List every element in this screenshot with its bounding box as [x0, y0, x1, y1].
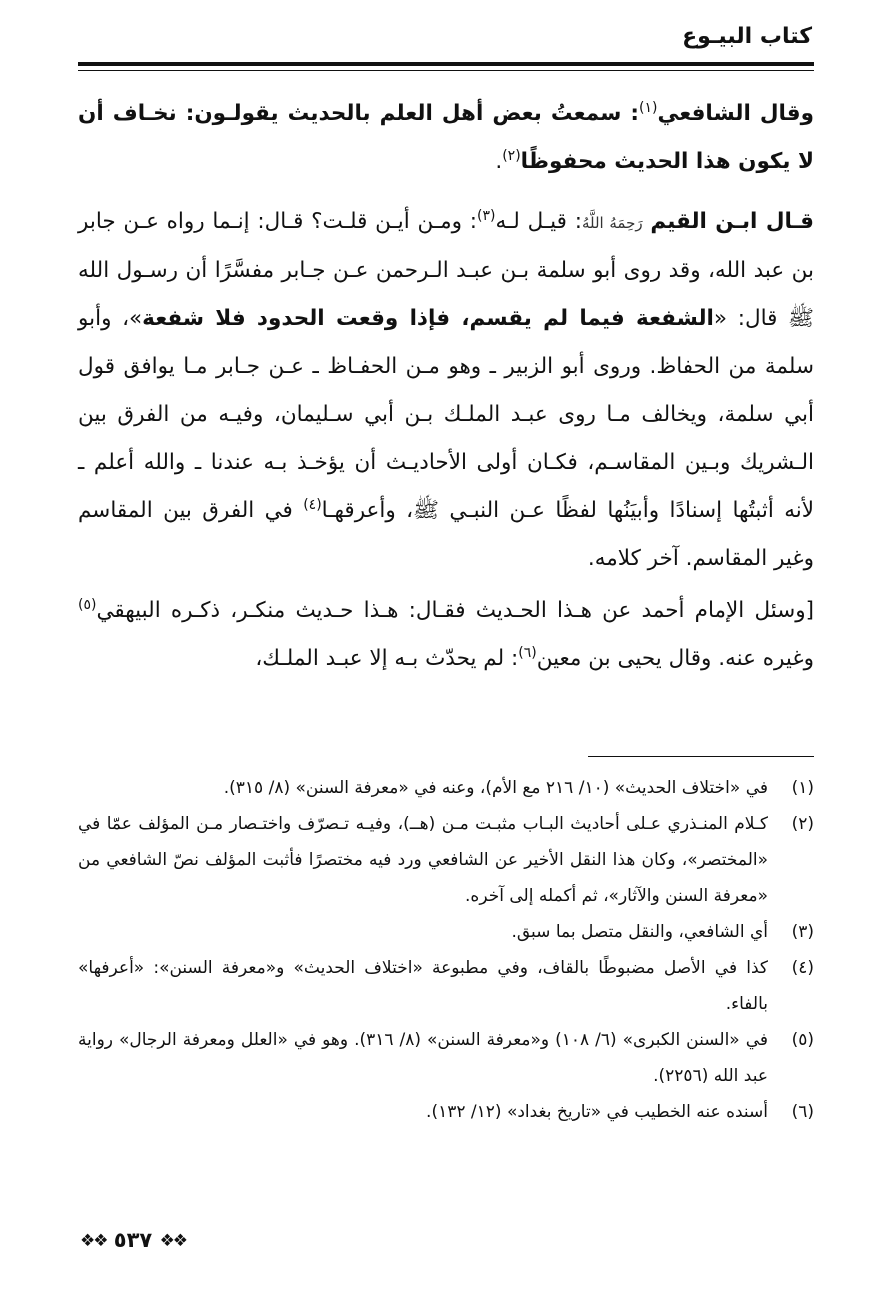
footnote-number: (٥) — [791, 1030, 814, 1050]
footnote-4 — [78, 950, 814, 1022]
text-segment: في الفرق بين المقاسم وغير المقاسم. آخر كلامه. — [78, 498, 814, 571]
running-header-title: كتاب البيـوع — [682, 24, 812, 49]
paragraph-ibn-qayyim — [78, 198, 814, 583]
footnote-ref-3: (٣) — [477, 208, 496, 224]
footnote-text: أسنده عنه الخطيب في «تاريخ بغداد» (١٢/ ١٣٢). — [426, 1102, 768, 1122]
page-number — [80, 1224, 186, 1257]
footnote-1 — [78, 770, 814, 806]
quote-text: : سمعتُ بعض أهل العلم بالحديث يقولـون: نخـاف أن لا يكون هذا الحديث محفوظًا — [78, 101, 814, 174]
text-segment: [وسئل الإمام أحمد عن هـذا الحـديث فقـال: هـذا حـديث منكـر، ذكـره البيهقي — [96, 598, 814, 623]
footnote-ref-2: (٢) — [502, 148, 521, 164]
footnote-3 — [78, 914, 814, 950]
paragraph-shafii — [78, 90, 814, 186]
footnote-text: كـلام المنـذري عـلى أحاديث البـاب مثبـت مـن (هــ)، وفيـه تـصرّف واختـصار مـن المؤلف عمّا في «المختصر»، وكان هذا النقل الأخير عن الشافعي ورد فيه مختصرًا فأثبت المؤلف نصّ الشافعي من «معرفة السنن والآثار»، ثم أكمله إلى آخره. — [78, 814, 768, 906]
text-segment: : ومـن أيـن قلـت؟ قـال: إنـما رواه عـن جابر بن عبد الله، وقد روى أبو سلمة بـن عبـد الـرحمن عـن جـابر مفسَّرًا أن رسـول الله ﷺ قال: « — [78, 209, 814, 331]
footnote-number: (٦) — [791, 1102, 814, 1122]
speaker-shafii: وقال الشافعي — [657, 101, 815, 126]
footnote-ref-5: (٥) — [78, 597, 97, 613]
ornament-icon: ❖❖ — [80, 1231, 107, 1251]
hadith-quote: الشفعة فيما لم يقسم، فإذا وقعت الحدود فلا شفعة — [142, 306, 714, 331]
footnote-5 — [78, 1022, 814, 1094]
footnote-text: أي الشافعي، والنقل متصل بما سبق. — [511, 922, 768, 942]
footnote-text: كذا في الأصل مضبوطًا بالقاف، وفي مطبوعة «اختلاف الحديث» و«معرفة السنن»: «أعرفها» بالفاء. — [78, 958, 768, 1014]
footnote-number: (١) — [791, 778, 814, 798]
header-rule-thin — [78, 70, 814, 71]
ornament-icon: ❖❖ — [159, 1231, 187, 1251]
text-segment: : لم يحدّث بـه إلا عبـد الملـك، — [255, 646, 519, 671]
footnote-ref-4: (٤) — [303, 497, 322, 513]
text-segment: وغيره عنه. وقال يحيى بن معين — [536, 646, 814, 671]
footnote-ref-1: (١) — [638, 100, 658, 116]
footnote-number: (٢) — [791, 814, 814, 834]
page-number-value: ٥٣٧ — [113, 1228, 153, 1252]
paragraph-ahmad — [78, 587, 814, 683]
main-text — [78, 90, 814, 683]
text-segment: »، وأبو سلمة من الحفاظ. وروى أبو الزبير ـ وهو مـن الحفـاظ ـ عـن جـابر مـا يوافق قول أبي سلمة، ويخالف مـا روى عبـد الملـك بـن أبي سـليمان، وفيـه من الفرق بين الـشريك وبـين المقاسـم، فكـان أولى الأحاديـث أن يؤخـذ بـه عندنا ـ والله أعلم ـ لأنه أثبتُها إسنادًا وأبيَنُها لفظًا عـن النبـي ﷺ، وأعرقهـا — [78, 306, 814, 523]
footnote-ref-6: (٦) — [518, 645, 537, 661]
footnote-text: في «السنن الكبرى» (٦/ ١٠٨) و«معرفة السنن» (٨/ ٣١٦). وهو في «العلل ومعرفة الرجال» رواية عبد الله (٢٢٥٦). — [78, 1030, 768, 1086]
footnote-2 — [78, 806, 814, 914]
footnotes — [78, 770, 814, 1130]
footnote-separator — [588, 756, 814, 757]
speaker-ibn-qayyim: قـال ابـن القيم — [650, 209, 814, 234]
header-rule-thick — [78, 62, 814, 66]
honorific-glyph: رَحِمَهُ اللَّهُ — [581, 214, 643, 232]
text-segment: : قيـل لـه — [495, 209, 582, 234]
sentence-end: . — [495, 149, 503, 174]
footnote-text: في «اختلاف الحديث» (١٠/ ٢١٦ مع الأم)، وعنه في «معرفة السنن» (٨/ ٣١٥). — [223, 778, 768, 798]
footnote-number: (٤) — [791, 958, 814, 978]
footnote-number: (٣) — [791, 922, 814, 942]
footnote-6 — [78, 1094, 814, 1130]
